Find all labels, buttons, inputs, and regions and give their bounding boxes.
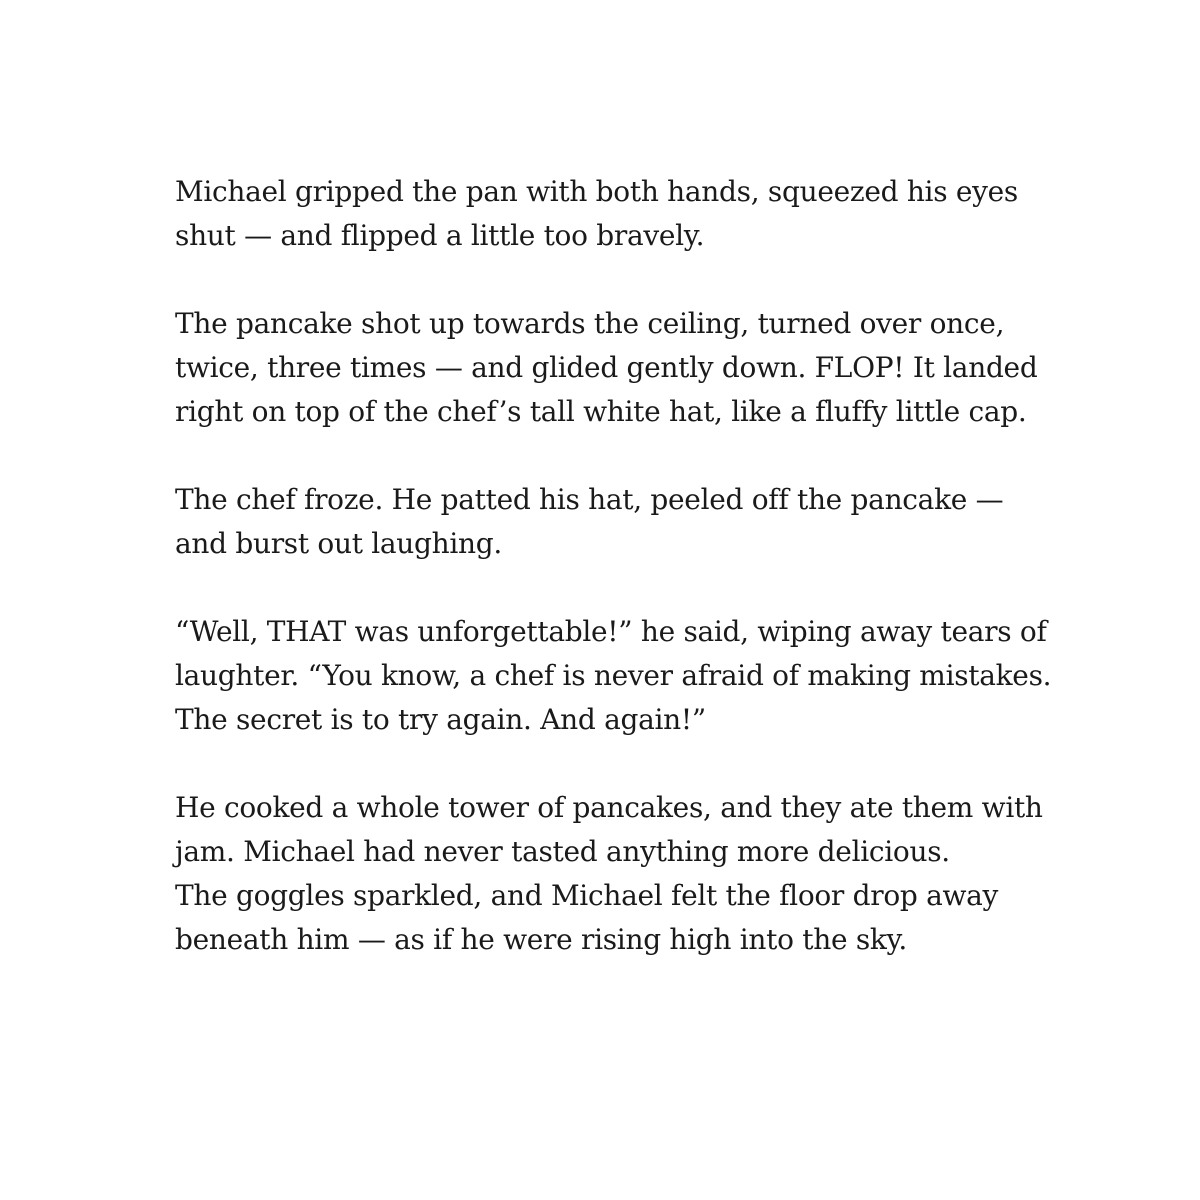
text-line: shut — and flipped a little too bravely. [175,219,705,252]
text-line: The goggles sparkled, and Michael felt the floor drop away [175,879,999,912]
paragraph-chef-laughs [175,478,1135,566]
text-line: beneath him — as if he were rising high into the sky. [175,923,907,956]
paragraph-pan-flip [175,170,1135,258]
text-line: laughter. “You know, a chef is never afraid of making mistakes. [175,659,1052,692]
text-line: The pancake shot up towards the ceiling, turned over once, [175,307,1005,340]
text-line: He cooked a whole tower of pancakes, and they ate them with [175,791,1043,824]
text-line: The secret is to try again. And again!” [175,703,706,736]
text-line: right on top of the chef’s tall white hat, like a fluffy little cap. [175,395,1027,428]
text-line: “Well, THAT was unforgettable!” he said, wiping away tears of [175,615,1047,648]
paragraph-chef-quote [175,610,1135,742]
paragraph-pancake-tower [175,786,1135,962]
text-line: Michael gripped the pan with both hands, squeezed his eyes [175,175,1018,208]
text-line: twice, three times — and glided gently down. FLOP! It landed [175,351,1038,384]
text-line: jam. Michael had never tasted anything more delicious. [175,835,950,868]
text-line: and burst out laughing. [175,527,503,560]
paragraph-pancake-flight [175,302,1135,434]
text-line: The chef froze. He patted his hat, peeled off the pancake — [175,483,1004,516]
story-text [175,170,1135,962]
